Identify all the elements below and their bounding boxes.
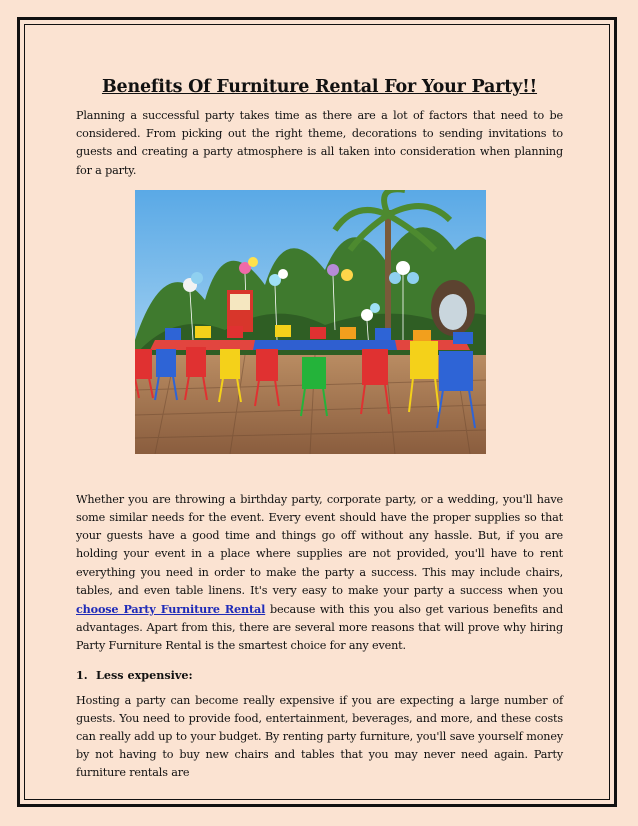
intro-paragraph: Planning a successful party takes time as there are a lot of factors that need to be considered. From picking out the right theme, decorations to sending invitations to guests and creating a party atmosphere is all taken into consideration when planning for a party. <box>76 109 563 177</box>
section-number: 1. <box>76 667 88 682</box>
body-paragraph <box>76 491 563 656</box>
party-furniture-rental-link[interactable]: choose Party Furniture Rental <box>76 602 266 617</box>
party-furniture-photo <box>135 190 486 454</box>
body-text-after-link: because with this you also get various benefits and advantages. Apart from this, there are several more reasons that will prove why hiring Party Furniture Rental is the smartest choice for any event. <box>76 603 563 653</box>
document-content <box>76 77 563 783</box>
page-title: Benefits Of Furniture Rental For Your Party!! <box>101 77 538 97</box>
section-heading-less-expensive <box>76 668 563 682</box>
section-paragraph-less-expensive: Hosting a party can become really expensive if you are expecting a large number of guests. You need to provide food, entertainment, beverages, and more, and these costs can really add up to your budget. By renting party furniture, you'll save yourself money by not having to buy new chairs and tables that you may never need again. Party furniture rentals are <box>76 693 563 780</box>
body-text-before-link: Whether you are throwing a birthday party, corporate party, or a wedding, you'll have some similar needs for the event. Every event should have the proper supplies so that your guests have a good time and things go off without any hassle. But, if you are holding your event in a place where supplies are not provided, you'll have to rent everything you need in order to make the party a success. This may include chairs, tables, and even table linens. It's very easy to make your party a success when you <box>76 492 563 597</box>
section-title: Less expensive: <box>96 667 193 682</box>
